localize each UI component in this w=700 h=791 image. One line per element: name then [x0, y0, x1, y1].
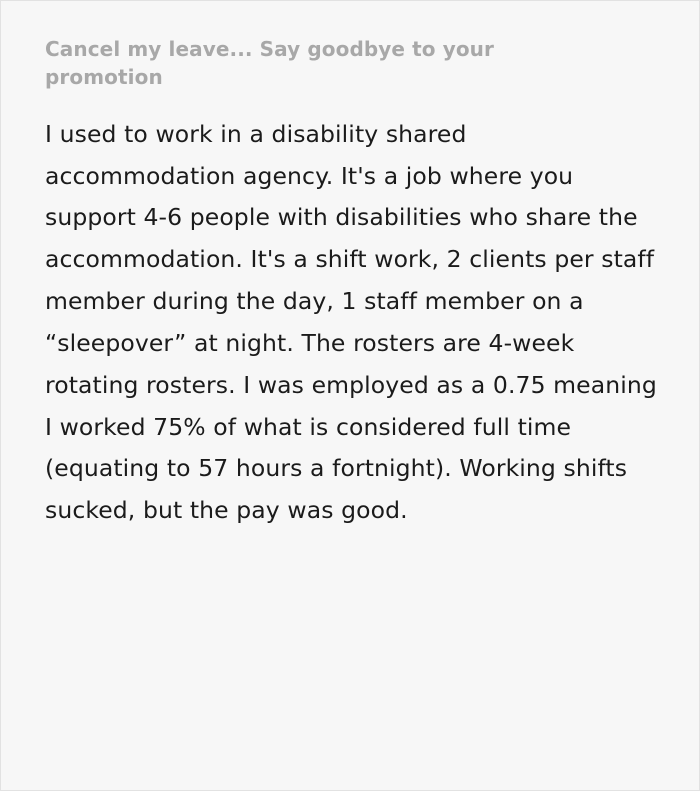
article-body-text: I used to work in a disability shared accommodation agency. It's a job where you support 4-6 people with disabilities who share the accommodation. It's a shift work, 2 clients per staff member during the day, 1 staff member on a “sleepover” at night. The rosters are 4-week rotating rosters. I was employed as a 0.75 meaning I worked 75% of what is considered full time (equating to 57 hours a fortnight). Working shifts sucked, but the pay was good.: [45, 119, 657, 525]
page-title: Cancel my leave... Say goodbye to your promotion: [45, 37, 494, 90]
